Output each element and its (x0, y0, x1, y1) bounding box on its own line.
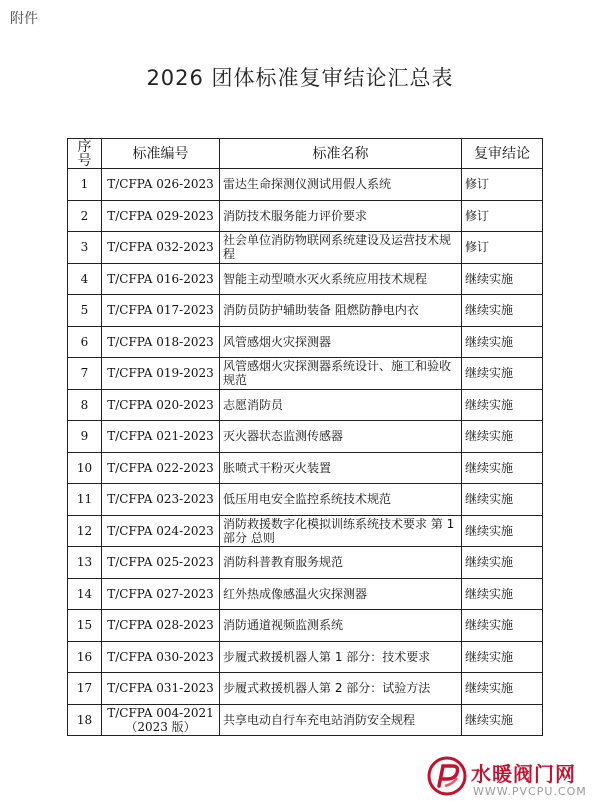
row-seq: 1 (68, 169, 102, 201)
table-row (68, 515, 543, 547)
review-summary-table (67, 138, 543, 736)
row-seq: 5 (68, 295, 102, 327)
table-row (68, 484, 543, 516)
row-review-result: 继续实施 (462, 641, 543, 673)
row-standard-code: T/CFPA 018-2023 (102, 326, 220, 358)
row-standard-code: T/CFPA 028-2023 (102, 610, 220, 642)
row-review-result: 继续实施 (462, 673, 543, 705)
table-row (68, 641, 543, 673)
row-review-result: 继续实施 (462, 515, 543, 547)
row-standard-name: 消防通道视频监测系统 (220, 610, 462, 642)
watermark-site-name: 水暖阀门网 (471, 762, 576, 786)
row-standard-name: 风管感烟火灾探测器 (220, 326, 462, 358)
table-row (68, 326, 543, 358)
row-review-result: 继续实施 (462, 578, 543, 610)
row-standard-code: T/CFPA 030-2023 (102, 641, 220, 673)
table-row (68, 389, 543, 421)
row-standard-name: 胀喷式干粉灭火装置 (220, 452, 462, 484)
row-standard-code: T/CFPA 026-2023 (102, 169, 220, 201)
row-review-result: 继续实施 (462, 421, 543, 453)
row-review-result: 继续实施 (462, 704, 543, 736)
row-standard-name: 消防科普教育服务规范 (220, 547, 462, 579)
header-name: 标准名称 (220, 139, 462, 169)
row-seq: 12 (68, 515, 102, 547)
row-seq: 2 (68, 200, 102, 232)
row-standard-name: 消防救援数字化模拟训练系统技术要求 第 1 部分 总则 (220, 515, 462, 547)
row-standard-code: T/CFPA 027-2023 (102, 578, 220, 610)
row-seq: 11 (68, 484, 102, 516)
table-row (68, 232, 543, 264)
table-row (68, 200, 543, 232)
row-seq: 18 (68, 704, 102, 736)
row-standard-name: 消防技术服务能力评价要求 (220, 200, 462, 232)
row-review-result: 继续实施 (462, 547, 543, 579)
row-standard-name: 志愿消防员 (220, 389, 462, 421)
row-seq: 17 (68, 673, 102, 705)
row-standard-code: T/CFPA 021-2023 (102, 421, 220, 453)
row-standard-name: 雷达生命探测仪测试用假人系统 (220, 169, 462, 201)
table-row (68, 547, 543, 579)
row-seq: 4 (68, 263, 102, 295)
row-seq: 8 (68, 389, 102, 421)
row-review-result: 修订 (462, 200, 543, 232)
row-review-result: 继续实施 (462, 452, 543, 484)
row-review-result: 继续实施 (462, 295, 543, 327)
row-review-result: 继续实施 (462, 358, 543, 390)
row-standard-code: T/CFPA 032-2023 (102, 232, 220, 264)
table-row (68, 704, 543, 736)
table-row (68, 673, 543, 705)
row-review-result: 修订 (462, 169, 543, 201)
row-review-result: 继续实施 (462, 263, 543, 295)
row-seq: 9 (68, 421, 102, 453)
table-row (68, 421, 543, 453)
row-standard-code: T/CFPA 029-2023 (102, 200, 220, 232)
row-standard-code: T/CFPA 017-2023 (102, 295, 220, 327)
row-standard-name: 灭火器状态监测传感器 (220, 421, 462, 453)
row-review-result: 继续实施 (462, 484, 543, 516)
row-standard-name: 步履式救援机器人第 2 部分：试验方法 (220, 673, 462, 705)
row-standard-name: 红外热成像感温火灾探测器 (220, 578, 462, 610)
table-row (68, 263, 543, 295)
table-row (68, 169, 543, 201)
watermark-url: WWW.PVCPU.COM (473, 785, 587, 798)
row-seq: 3 (68, 232, 102, 264)
row-standard-code: T/CFPA 025-2023 (102, 547, 220, 579)
attachment-label: 附件 (10, 11, 38, 27)
row-seq: 6 (68, 326, 102, 358)
table-row (68, 358, 543, 390)
row-standard-code: T/CFPA 004-2021（2023 版） (102, 704, 220, 736)
table-row (68, 610, 543, 642)
table-row (68, 452, 543, 484)
row-seq: 16 (68, 641, 102, 673)
table-header-row (68, 139, 543, 169)
row-review-result: 修订 (462, 232, 543, 264)
row-standard-name: 智能主动型喷水灭火系统应用技术规程 (220, 263, 462, 295)
document-title: 2026 团体标准复审结论汇总表 (146, 66, 454, 90)
row-standard-name: 低压用电安全监控系统技术规范 (220, 484, 462, 516)
row-standard-name: 共享电动自行车充电站消防安全规程 (220, 704, 462, 736)
row-seq: 15 (68, 610, 102, 642)
row-standard-name: 消防员防护辅助装备 阻燃防静电内衣 (220, 295, 462, 327)
row-standard-code: T/CFPA 031-2023 (102, 673, 220, 705)
table-row (68, 295, 543, 327)
row-review-result: 继续实施 (462, 389, 543, 421)
header-result: 复审结论 (462, 139, 543, 169)
row-seq: 7 (68, 358, 102, 390)
row-standard-code: T/CFPA 024-2023 (102, 515, 220, 547)
site-watermark (427, 752, 600, 806)
row-standard-name: 风管感烟火灾探测器系统设计、施工和验收规范 (220, 358, 462, 390)
header-seq: 序号 (68, 139, 102, 169)
header-code: 标准编号 (102, 139, 220, 169)
row-standard-name: 步履式救援机器人第 1 部分：技术要求 (220, 641, 462, 673)
row-standard-code: T/CFPA 023-2023 (102, 484, 220, 516)
row-seq: 10 (68, 452, 102, 484)
row-seq: 14 (68, 578, 102, 610)
table-row (68, 578, 543, 610)
row-standard-code: T/CFPA 019-2023 (102, 358, 220, 390)
row-standard-code: T/CFPA 022-2023 (102, 452, 220, 484)
row-seq: 13 (68, 547, 102, 579)
watermark-logo (427, 756, 467, 796)
row-standard-name: 社会单位消防物联网系统建设及运营技术规程 (220, 232, 462, 264)
row-review-result: 继续实施 (462, 610, 543, 642)
row-review-result: 继续实施 (462, 326, 543, 358)
row-standard-code: T/CFPA 016-2023 (102, 263, 220, 295)
row-standard-code: T/CFPA 020-2023 (102, 389, 220, 421)
